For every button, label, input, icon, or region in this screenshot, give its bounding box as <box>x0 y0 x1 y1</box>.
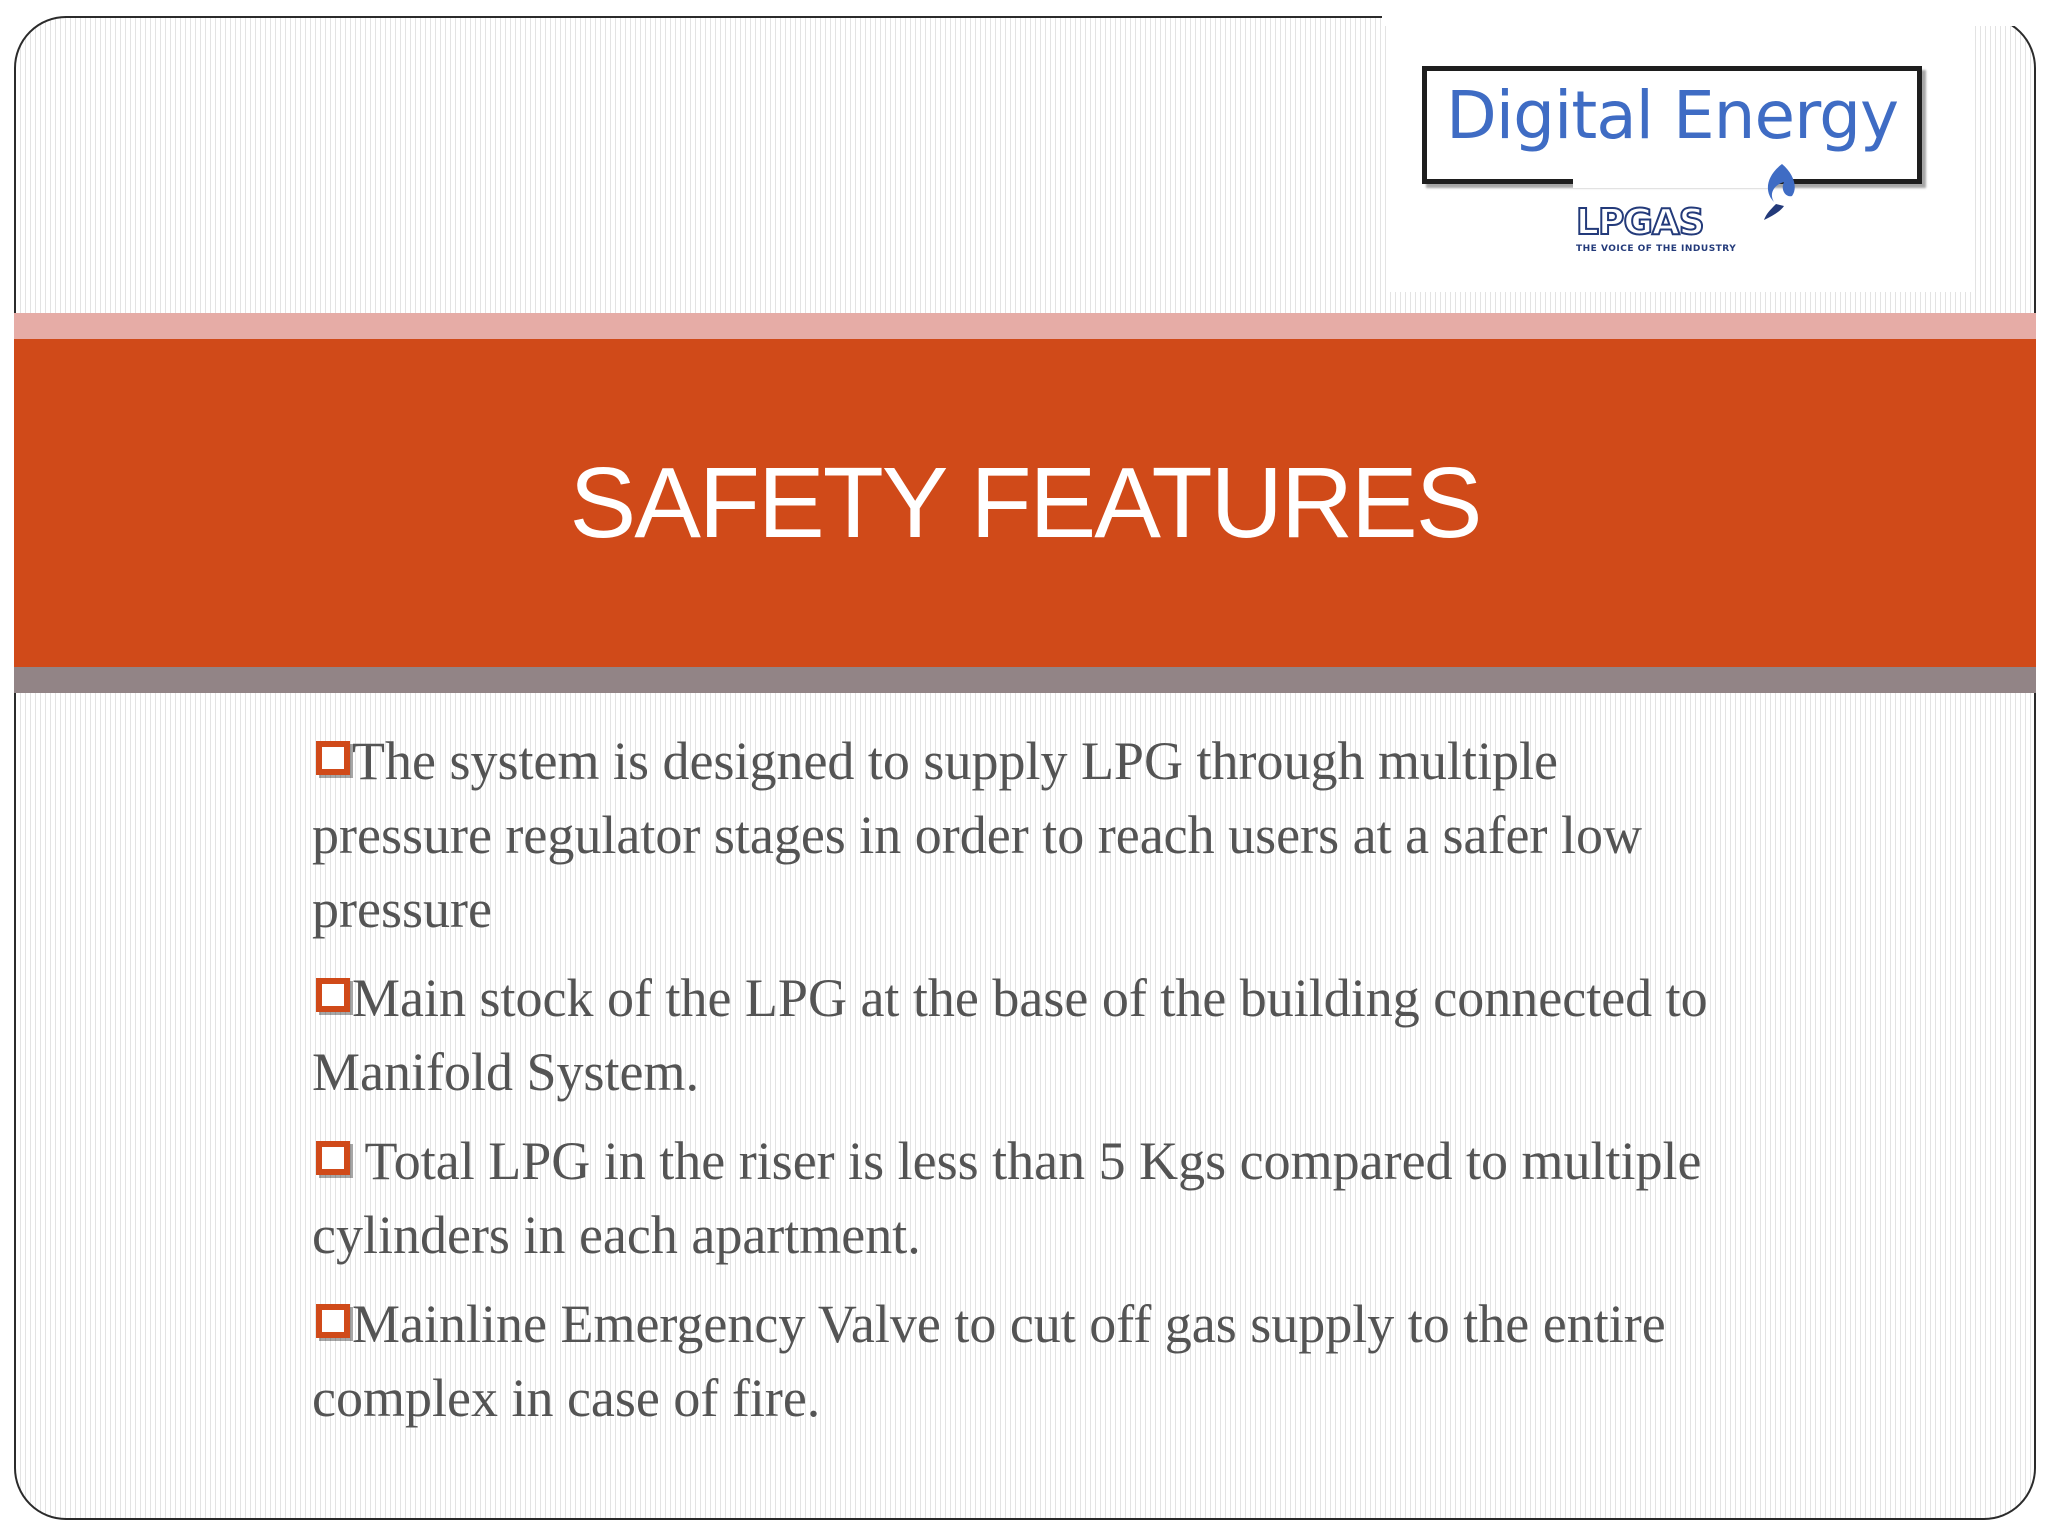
slide-title: SAFETY FEATURES <box>569 446 1481 559</box>
square-bullet-icon <box>316 741 350 775</box>
flame-icon <box>1756 162 1800 222</box>
title-band-bottom-stripe <box>14 667 2036 693</box>
bullet-text: Total LPG in the riser is less than 5 Kgs compared to multiple cylinders in each apartment. <box>312 1131 1702 1265</box>
bullet-text: The system is designed to supply LPG through multiple pressure regulator stages in order to reach users at a safer low pressure <box>312 731 1642 939</box>
square-bullet-icon <box>316 1141 350 1175</box>
logo-title: Digital Energy <box>1445 77 1899 154</box>
logo <box>1386 2 1974 292</box>
logo-frame <box>1422 66 1922 184</box>
bullet-item <box>312 1287 1732 1435</box>
logo-tagline: THE VOICE OF THE INDUSTRY <box>1576 244 1737 254</box>
bullet-item <box>312 961 1732 1109</box>
bullet-text: Mainline Emergency Valve to cut off gas supply to the entire complex in case of fire. <box>312 1294 1666 1428</box>
logo-subtitle: LPGAS <box>1576 202 1704 243</box>
square-bullet-icon <box>316 1304 350 1338</box>
logo-frame-notch <box>1573 168 1773 188</box>
bullet-list <box>312 724 1732 1450</box>
bullet-item <box>312 1124 1732 1272</box>
bullet-item <box>312 724 1732 946</box>
title-band-top-stripe <box>14 313 2036 339</box>
square-bullet-icon <box>316 978 350 1012</box>
bullet-text: Main stock of the LPG at the base of the building connected to Manifold System. <box>312 968 1708 1102</box>
